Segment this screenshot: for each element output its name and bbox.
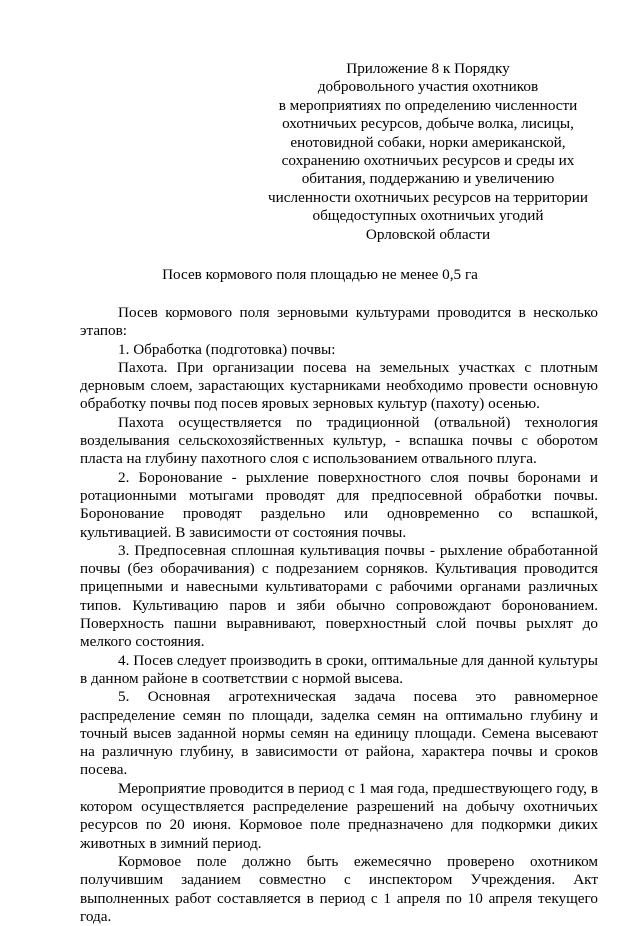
appendix-line: охотничьих ресурсов, добыче волка, лисицы, <box>282 115 574 133</box>
appendix-line: Орловской области <box>365 225 491 243</box>
paragraph-period: Мероприятие проводится в период с 1 мая года, предшествующего году, в котором осуществляется распределение разрешений на добычу охотничьих ресурсов по 20 июня. Кормовое поле предназначено для подкормки диких животных в зимний период. <box>80 779 598 852</box>
paragraph-inspection: Кормовое поле должно быть ежемесячно проверено охотником получившим заданием совместно с инспектором Учреждения. Акт выполненных работ составляется в период с 1 апреля по 10 апреля текущего года. <box>80 852 598 925</box>
document-body <box>80 304 598 926</box>
paragraph-plowing-technology: Пахота осуществляется по традиционной (отвальной) технология возделывания сельскохозяйственных культур, - вспашка почвы с оборотом пласта на глубину пахотного слоя с использованием отвального плуга. <box>80 413 598 468</box>
appendix-line: Приложение 8 к Порядку <box>346 60 510 77</box>
appendix-header <box>258 60 598 244</box>
appendix-line: енотовидной собаки, норки американской, <box>290 133 566 151</box>
paragraph-step-2-harrowing: 2. Боронование - рыхление поверхностного слоя почвы боронами и ротационными мотыгами проводят для предпосевной обработки почвы. Боронование проводят раздельно или одновременно со вспашкой, культивацией. В зависимости от состояния почвы. <box>80 468 598 541</box>
paragraph-step-5-task: 5. Основная агротехническая задача посева это равномерное распределение семян по площади, заделка семян на оптимально глубину и точный высев заданной нормы семян на единицу площади. Семена высевают на различную глубину, в зависимости от района, характера почвы и сроков посева. <box>80 688 598 779</box>
appendix-line: численности охотничьих ресурсов на территории <box>268 188 588 206</box>
paragraph-intro: Посев кормового поля зерновыми культурами проводится в несколько этапов: <box>80 304 598 340</box>
appendix-line: общедоступных охотничьих угодий <box>312 207 544 225</box>
paragraph-step-4-sowing: 4. Посев следует производить в сроки, оптимальные для данной культуры в данном районе в соответствии с нормой высева. <box>80 651 598 687</box>
document-title: Посев кормового поля площадью не менее 0,5 га <box>162 266 478 283</box>
appendix-line: сохранению охотничьих ресурсов и среды их <box>281 152 575 170</box>
appendix-line: добровольного участия охотников <box>317 78 539 96</box>
appendix-line: обитания, поддержанию и увеличению <box>301 170 555 188</box>
appendix-line: в мероприятиях по определению численности <box>278 96 578 114</box>
paragraph-plowing: Пахота. При организации посева на земельных участках с плотным дерновым слоем, зарастающих кустарниками необходимо провести основную обработку почвы под посев яровых зерновых культур (пахоту) осенью. <box>80 358 598 413</box>
paragraph-step-3-cultivation: 3. Предпосевная сплошная культивация почвы - рыхление обработанной почвы (без оборачивания) с подрезанием сорняков. Культивация проводится прицепными и навесными культиваторами с рабочими органами различных типов. Культивацию паров и зяби обычно сопровождают боронованием. Поверхность пашни выравнивают, поверхностный слой почвы рыхлят до мелкого состояния. <box>80 541 598 651</box>
paragraph-step-1-heading: 1. Обработка (подготовка) почвы: <box>118 340 336 358</box>
